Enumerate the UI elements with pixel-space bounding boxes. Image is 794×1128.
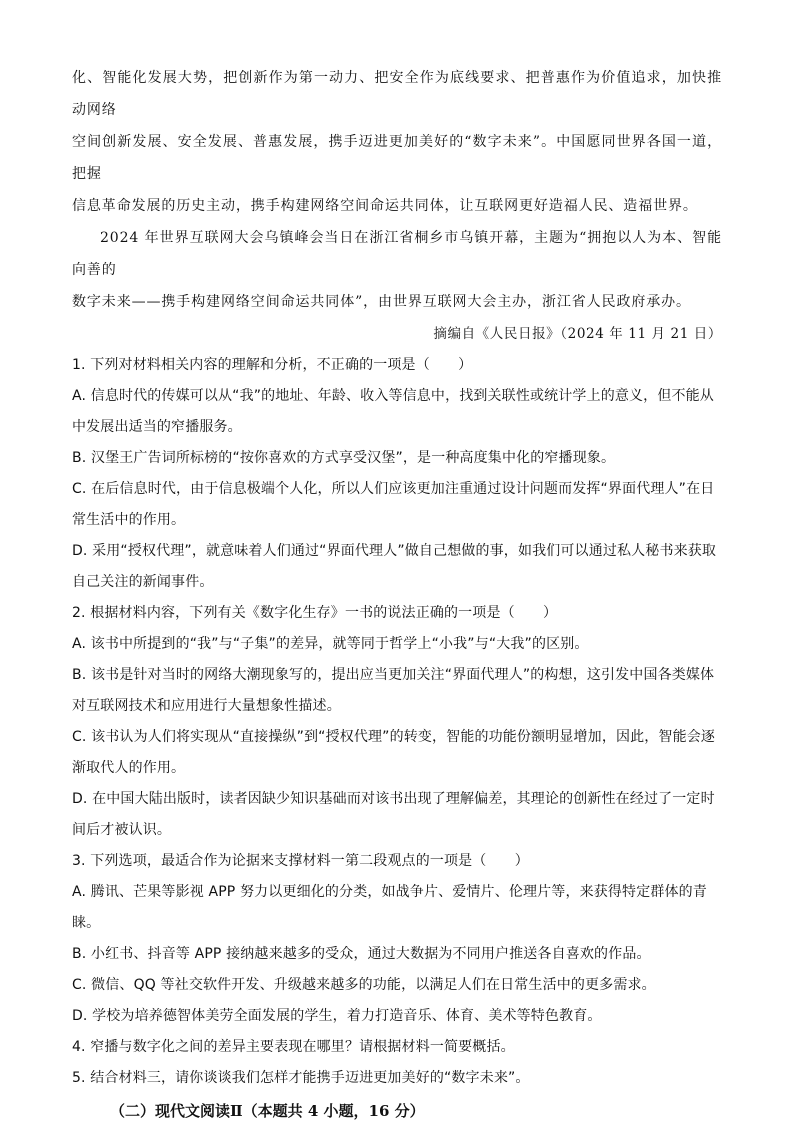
material-line: 信息革命发展的历史主动，携手构建网络空间命运共同体，让互联网更好造福人民、造福世界。 xyxy=(72,198,698,214)
question-stem: 1. 下列对材料相关内容的理解和分析，不正确的一项是（ ） xyxy=(72,357,473,373)
option-d: D. 学校为培养德智体美劳全面发展的学生，着力打造音乐、体育、美术等特色教育。 xyxy=(72,1008,602,1024)
material-line: 化、智能化发展大势，把创新作为第一动力、把安全作为底线要求、把普惠作为价值追求，加快推动网络 xyxy=(72,70,722,118)
question-stem: 3. 下列选项，最适合作为论据来支撑材料一第二段观点的一项是（ ） xyxy=(72,853,529,869)
option-a: A. 腾讯、芒果等影视 APP 努力以更细化的分类，如战争片、爱情片、伦理片等，来获得特定群体的青睐。 xyxy=(72,884,707,931)
question-stem: 5. 结合材料三，请你谈谈我们怎样才能携手迈进更加美好的“数字未来”。 xyxy=(72,1070,530,1086)
source-citation: 摘编自《人民日报》（2024 年 11 月 21 日） xyxy=(433,326,722,342)
option-b: B. 该书是针对当时的网络大潮现象写的，提出应当更加关注“界面代理人”的构想，这引发中国各类媒体对互联网技术和应用进行大量想象性描述。 xyxy=(72,667,715,714)
material-paragraph-1 xyxy=(72,62,722,222)
section-heading: （二）现代文阅读Ⅱ（本题共 4 小题，16 分） xyxy=(110,1102,425,1120)
question-3 xyxy=(72,846,722,1032)
option-d: D. 采用“授权代理”，就意味着人们通过“界面代理人”做自己想做的事，如我们可以通过私人秘书来获取自己关注的新闻事件。 xyxy=(72,543,717,590)
question-1 xyxy=(72,350,722,598)
option-c: C. 微信、QQ 等社交软件开发、升级越来越多的功能，以满足人们在日常生活中的更多需求。 xyxy=(72,977,656,993)
question-stem: 4. 窄播与数字化之间的差异主要表现在哪里？请根据材料一简要概括。 xyxy=(72,1039,515,1055)
question-5 xyxy=(72,1063,722,1094)
material-line: 空间创新发展、安全发展、普惠发展，携手迈进更加美好的“数字未来”。中国愿同世界各国一道，把握 xyxy=(72,134,722,182)
option-c: C. 该书认为人们将实现从“直接操纵”到“授权代理”的转变，智能的功能份额明显增加，因此，智能会逐渐取代人的作用。 xyxy=(72,729,716,776)
option-d: D. 在中国大陆出版时，读者因缺少知识基础而对该书出现了理解偏差，其理论的创新性在经过了一定时间后才被认识。 xyxy=(72,791,715,838)
option-c: C. 在后信息时代，由于信息极端个人化，所以人们应该更加注重通过设计问题而发挥“界面代理人”在日常生活中的作用。 xyxy=(72,481,715,528)
question-2 xyxy=(72,598,722,846)
question-stem: 2. 根据材料内容，下列有关《数字化生存》一书的说法正确的一项是（ ） xyxy=(72,605,558,621)
option-b: B. 汉堡王广告词所标榜的“按你喜欢的方式享受汉堡”，是一种高度集中化的窄播现象。 xyxy=(72,450,616,466)
option-a: A. 该书中所提到的“我”与“子集”的差异，就等同于哲学上“小我”与“大我”的区别。 xyxy=(72,636,589,652)
material-line: 2024 年世界互联网大会乌镇峰会当日在浙江省桐乡市乌镇开幕，主题为“拥抱以人为本、智能向善的 xyxy=(72,230,722,278)
material-line: 数字未来——携手构建网络空间命运共同体”，由世界互联网大会主办，浙江省人民政府承办。 xyxy=(72,294,691,310)
option-b: B. 小红书、抖音等 APP 接纳越来越多的受众，通过大数据为不同用户推送各自喜欢的作品。 xyxy=(72,946,651,962)
material-paragraph-2 xyxy=(72,222,722,318)
option-a: A. 信息时代的传媒可以从“我”的地址、年龄、收入等信息中，找到关联性或统计学上的意义，但不能从中发展出适当的窄播服务。 xyxy=(72,388,714,435)
question-4 xyxy=(72,1032,722,1063)
page-content xyxy=(72,62,722,1128)
